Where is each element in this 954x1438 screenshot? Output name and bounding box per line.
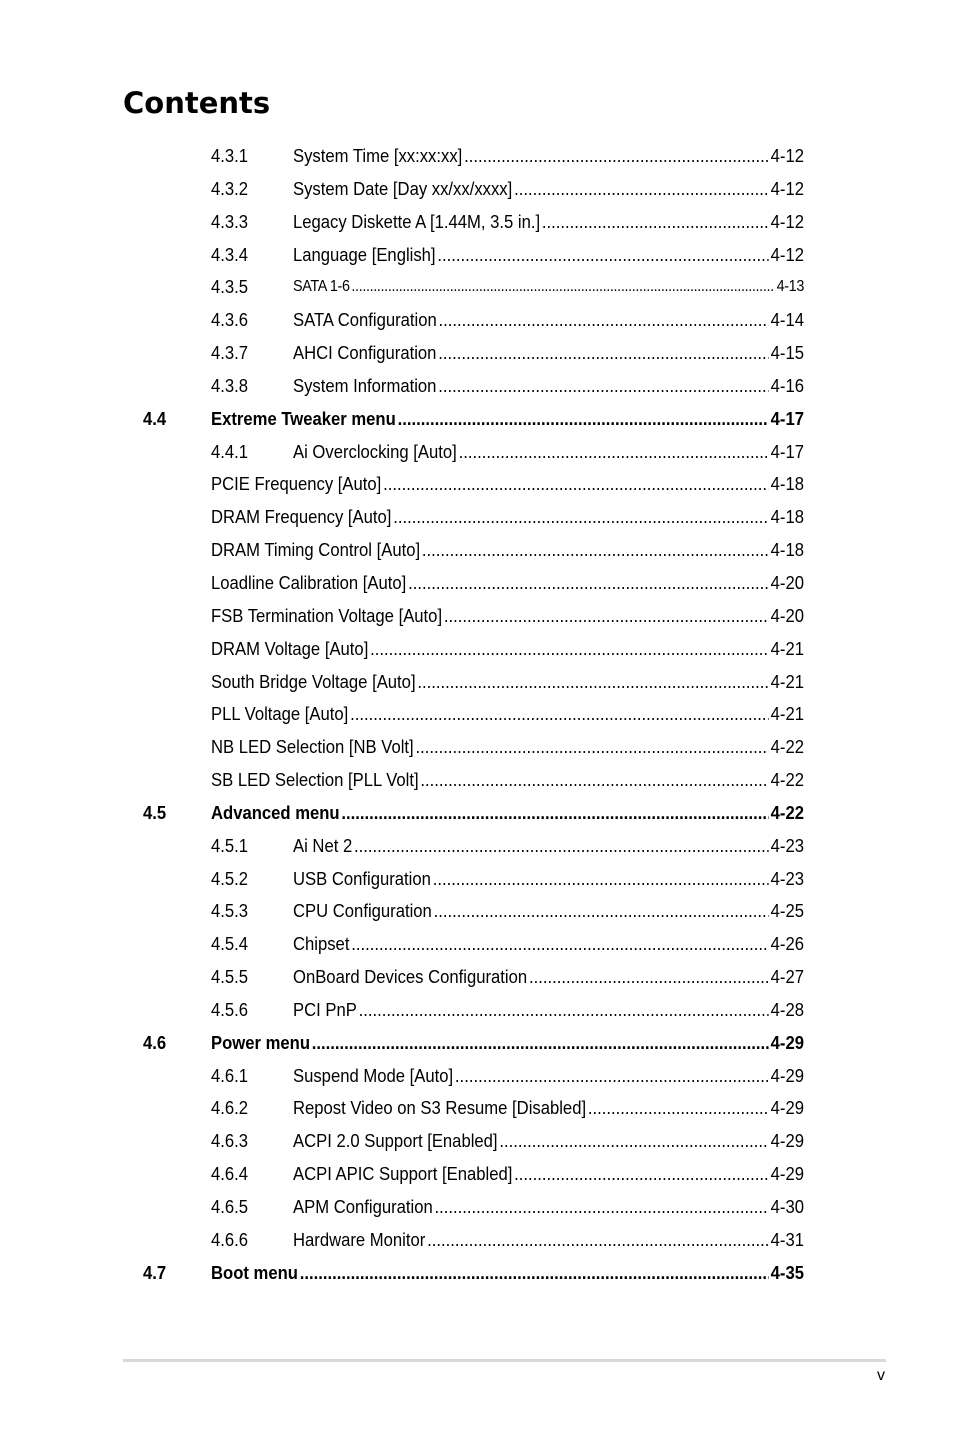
toc-entry-title: PLL Voltage [Auto] xyxy=(211,698,350,731)
toc-entry xyxy=(0,140,954,173)
toc-dot-leader xyxy=(455,1060,769,1093)
toc-entry-page: 4-22 xyxy=(770,801,804,823)
toc-entry-page: 4-20 xyxy=(770,571,804,593)
toc-entry xyxy=(0,961,954,994)
toc-entry xyxy=(0,928,954,961)
toc-entry-number: 4.3.4 xyxy=(210,243,249,265)
toc-entry-title: Boot menu xyxy=(211,1257,300,1290)
toc-entry-title: Advanced menu xyxy=(211,797,341,830)
toc-entry-page: 4-21 xyxy=(770,637,804,659)
toc-entry-number: 4.3.2 xyxy=(210,177,249,199)
toc-entry xyxy=(0,468,954,501)
toc-dot-leader xyxy=(464,140,769,173)
toc-entry xyxy=(0,698,954,731)
toc-entry-number: 4.6.6 xyxy=(210,1228,249,1250)
toc-entry-title: Repost Video on S3 Resume [Disabled] xyxy=(293,1092,588,1125)
toc-entry-page: 4-18 xyxy=(770,506,804,528)
toc-entry-number: 4.5.6 xyxy=(210,998,249,1020)
toc-entry-page: 4-12 xyxy=(770,243,804,265)
toc-dot-leader xyxy=(542,206,769,239)
toc-entry-number: 4.3.3 xyxy=(210,210,249,232)
toc-entry-number: 4.6.2 xyxy=(210,1097,249,1119)
toc-section-entry xyxy=(0,1257,954,1290)
toc-entry-title: AHCI Configuration xyxy=(293,337,438,370)
toc-entry-number: 4.3.1 xyxy=(210,145,249,166)
toc-dot-leader xyxy=(359,994,769,1027)
toc-entry-page: 4-35 xyxy=(770,1261,804,1283)
toc-dot-leader xyxy=(393,501,769,534)
toc-section-entry xyxy=(0,1027,954,1060)
toc-dot-leader xyxy=(422,534,769,567)
toc-entry-number: 4.3.6 xyxy=(210,309,249,331)
toc-section-entry xyxy=(0,797,954,830)
toc-entry-title: Language [English] xyxy=(293,239,437,272)
toc-entry-page: 4-29 xyxy=(770,1097,804,1119)
toc-entry xyxy=(0,337,954,370)
toc-dot-leader xyxy=(459,436,769,469)
toc-entry-title: System Date [Day xx/xx/xxxx] xyxy=(293,173,514,206)
toc-dot-leader xyxy=(514,1158,769,1191)
toc-entry xyxy=(0,830,954,863)
toc-entry-page: 4-29 xyxy=(770,1130,804,1152)
toc-dot-leader xyxy=(434,895,769,928)
toc-entry-page: 4-29 xyxy=(770,1064,804,1086)
toc-entry-title: DRAM Timing Control [Auto] xyxy=(211,534,422,567)
toc-dot-leader xyxy=(420,764,768,797)
toc-entry-number: 4.5.4 xyxy=(210,933,249,955)
page-number: v xyxy=(877,1367,885,1384)
toc-entry xyxy=(0,863,954,896)
toc-entry-number: 4.5.2 xyxy=(210,867,249,889)
toc-entry xyxy=(0,173,954,206)
toc-entry-title: System Time [xx:xx:xx] xyxy=(293,140,464,173)
toc-entry xyxy=(0,1060,954,1093)
toc-entry-page: 4-14 xyxy=(770,309,804,331)
toc-entry-title: SATA 1-6 xyxy=(293,271,351,304)
toc-entry xyxy=(0,534,954,567)
toc-entry-page: 4-13 xyxy=(776,278,804,296)
toc-list xyxy=(0,140,954,1290)
toc-entry xyxy=(0,436,954,469)
toc-entry-title: FSB Termination Voltage [Auto] xyxy=(211,600,444,633)
toc-entry-page: 4-18 xyxy=(770,473,804,495)
toc-entry-page: 4-28 xyxy=(770,998,804,1020)
toc-entry-page: 4-12 xyxy=(770,210,804,232)
toc-entry-title: ACPI APIC Support [Enabled] xyxy=(293,1158,514,1191)
toc-entry xyxy=(0,271,954,304)
toc-entry xyxy=(0,501,954,534)
toc-entry-number: 4.4.1 xyxy=(210,440,249,462)
toc-dot-leader xyxy=(499,1125,768,1158)
toc-entry-page: 4-12 xyxy=(770,177,804,199)
toc-entry-page: 4-27 xyxy=(770,966,804,988)
toc-entry xyxy=(0,567,954,600)
toc-entry-title: SB LED Selection [PLL Volt] xyxy=(211,764,420,797)
toc-dot-leader xyxy=(350,698,769,731)
toc-entry-page: 4-30 xyxy=(770,1196,804,1217)
toc-entry-title: SATA Configuration xyxy=(293,304,439,337)
toc-entry-title: System Information xyxy=(293,370,438,403)
toc-entry xyxy=(0,1158,954,1191)
toc-entry-number: 4.3.5 xyxy=(210,276,249,298)
toc-entry-number: 4.7 xyxy=(142,1261,167,1283)
toc-dot-leader xyxy=(435,1191,769,1224)
toc-entry-page: 4-17 xyxy=(770,407,804,429)
toc-dot-leader xyxy=(300,1257,769,1290)
toc-entry-page: 4-31 xyxy=(770,1228,804,1250)
toc-entry xyxy=(0,239,954,272)
toc-dot-leader xyxy=(427,1224,769,1257)
toc-entry-number: 4.6.5 xyxy=(210,1196,249,1217)
toc-dot-leader xyxy=(370,633,769,666)
footer-rule xyxy=(123,1359,886,1362)
toc-entry-number: 4.3.8 xyxy=(210,374,249,396)
toc-dot-leader xyxy=(438,370,769,403)
toc-entry xyxy=(0,994,954,1027)
toc-dot-leader xyxy=(408,567,769,600)
toc-entry-title: ACPI 2.0 Support [Enabled] xyxy=(293,1125,499,1158)
toc-entry-title: Ai Net 2 xyxy=(293,830,354,863)
toc-entry-title: Loadline Calibration [Auto] xyxy=(211,567,408,600)
toc-entry-page: 4-12 xyxy=(770,145,804,166)
toc-entry-title: Power menu xyxy=(211,1027,312,1060)
toc-entry-title: Ai Overclocking [Auto] xyxy=(293,436,459,469)
toc-dot-leader xyxy=(398,403,769,436)
toc-entry xyxy=(0,1092,954,1125)
toc-dot-leader xyxy=(341,797,768,830)
toc-dot-leader xyxy=(444,600,769,633)
toc-entry-page: 4-23 xyxy=(770,834,804,856)
toc-dot-leader xyxy=(312,1027,769,1060)
toc-entry-number: 4.6 xyxy=(142,1031,167,1053)
toc-entry-title: APM Configuration xyxy=(293,1191,435,1224)
toc-dot-leader xyxy=(351,928,769,961)
toc-entry-page: 4-29 xyxy=(770,1031,804,1053)
toc-entry-page: 4-18 xyxy=(770,539,804,561)
page-title: Contents xyxy=(123,86,271,120)
toc-entry-number: 4.6.3 xyxy=(210,1130,249,1152)
toc-entry-page: 4-25 xyxy=(770,900,804,922)
toc-entry-title: NB LED Selection [NB Volt] xyxy=(211,731,415,764)
toc-entry xyxy=(0,731,954,764)
toc-dot-leader xyxy=(415,731,768,764)
toc-entry xyxy=(0,1125,954,1158)
toc-entry-title: CPU Configuration xyxy=(293,895,434,928)
toc-entry-page: 4-21 xyxy=(770,670,804,692)
toc-entry-title: South Bridge Voltage [Auto] xyxy=(211,666,417,699)
toc-entry xyxy=(0,1224,954,1257)
toc-entry-title: PCI PnP xyxy=(293,994,359,1027)
toc-entry xyxy=(0,370,954,403)
toc-entry-page: 4-21 xyxy=(770,703,804,725)
toc-entry xyxy=(0,304,954,337)
toc-entry-title: OnBoard Devices Configuration xyxy=(293,961,529,994)
toc-entry-title: Legacy Diskette A [1.44M, 3.5 in.] xyxy=(293,206,542,239)
toc-dot-leader xyxy=(351,271,774,304)
toc-entry-page: 4-23 xyxy=(770,867,804,889)
toc-entry xyxy=(0,895,954,928)
toc-entry xyxy=(0,666,954,699)
toc-entry-number: 4.3.7 xyxy=(210,342,249,364)
toc-entry-title: PCIE Frequency [Auto] xyxy=(211,468,383,501)
toc-entry-number: 4.4 xyxy=(142,407,167,429)
toc-dot-leader xyxy=(514,173,769,206)
toc-entry-number: 4.5.3 xyxy=(210,900,249,922)
toc-entry-number: 4.5 xyxy=(142,801,167,823)
toc-entry-number: 4.6.1 xyxy=(210,1064,249,1086)
toc-entry-page: 4-20 xyxy=(770,604,804,626)
toc-entry-title: Suspend Mode [Auto] xyxy=(293,1060,455,1093)
toc-entry-page: 4-16 xyxy=(770,374,804,396)
toc-entry xyxy=(0,206,954,239)
toc-entry xyxy=(0,600,954,633)
toc-entry-title: DRAM Frequency [Auto] xyxy=(211,501,393,534)
toc-entry-title: DRAM Voltage [Auto] xyxy=(211,633,370,666)
toc-dot-leader xyxy=(354,830,769,863)
toc-dot-leader xyxy=(529,961,769,994)
toc-entry-title: Extreme Tweaker menu xyxy=(211,403,398,436)
toc-entry-page: 4-29 xyxy=(770,1163,804,1185)
toc-entry-page: 4-15 xyxy=(770,342,804,364)
toc-dot-leader xyxy=(588,1092,769,1125)
toc-dot-leader xyxy=(433,863,769,896)
toc-dot-leader xyxy=(439,304,769,337)
toc-entry-page: 4-26 xyxy=(770,933,804,955)
toc-entry xyxy=(0,1191,954,1224)
toc-entry-number: 4.5.1 xyxy=(210,834,249,856)
toc-entry-number: 4.5.5 xyxy=(210,966,249,988)
toc-entry-number: 4.6.4 xyxy=(210,1163,249,1185)
toc-entry-title: USB Configuration xyxy=(293,863,433,896)
toc-entry-title: Chipset xyxy=(293,928,351,961)
toc-entry-page: 4-17 xyxy=(770,440,804,462)
toc-entry-page: 4-22 xyxy=(770,769,804,791)
toc-entry xyxy=(0,633,954,666)
toc-entry xyxy=(0,764,954,797)
toc-dot-leader xyxy=(438,337,769,370)
toc-section-entry xyxy=(0,403,954,436)
toc-dot-leader xyxy=(417,666,768,699)
toc-entry-title: Hardware Monitor xyxy=(293,1224,427,1257)
toc-entry-page: 4-22 xyxy=(770,736,804,758)
toc-dot-leader xyxy=(383,468,769,501)
toc-dot-leader xyxy=(437,239,768,272)
